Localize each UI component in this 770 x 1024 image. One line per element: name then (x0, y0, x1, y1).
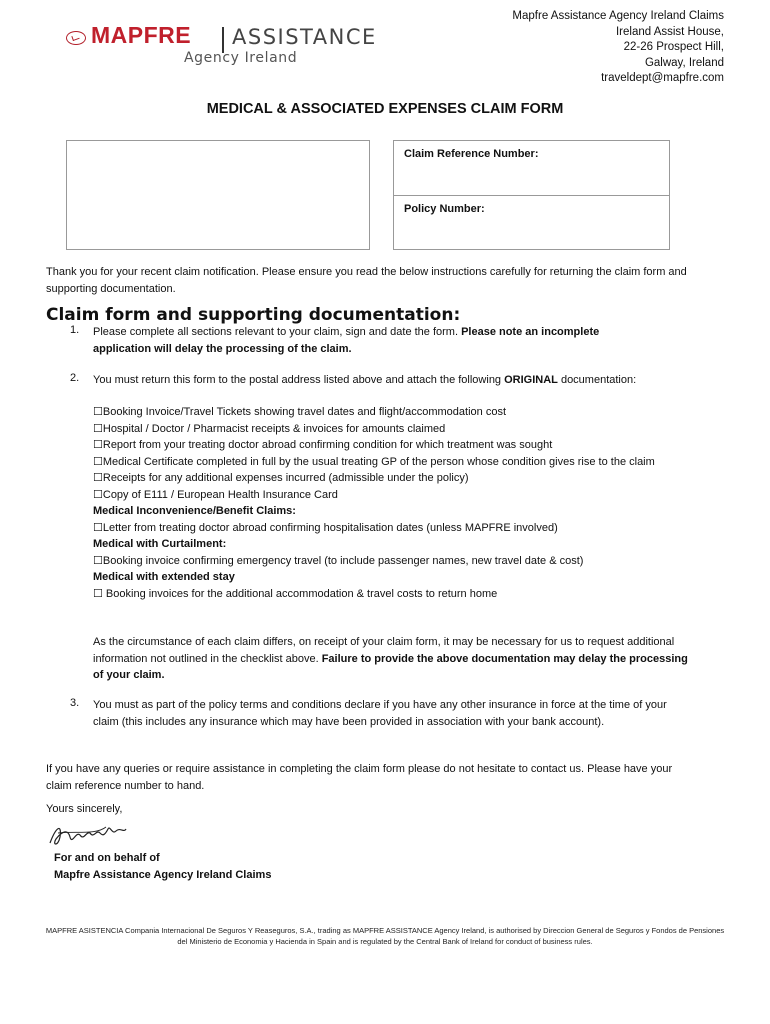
item-number: 2. (70, 372, 80, 384)
intro-paragraph: Thank you for your recent claim notification. Please ensure you read the below instructions carefully for returning the claim form and supporting documentation. (46, 266, 687, 295)
item-one-warning: Please note an incomplete application will delay the processing of the claim. (93, 326, 600, 355)
address-window-box[interactable] (66, 140, 370, 250)
checklist-heading: Medical Inconvenience/Benefit Claims: (93, 505, 296, 517)
address-line: 22-26 Prospect Hill, (623, 41, 724, 53)
item-one (93, 324, 653, 357)
checklist-item[interactable]: ☐Copy of E111 / European Health Insurance Card (93, 487, 338, 501)
checklist-item[interactable]: ☐ Booking invoices for the additional accommodation & travel costs to return home (93, 586, 498, 600)
document-checklist (93, 404, 703, 602)
item-two-text: You must return this form to the postal address listed above and attach the following (93, 374, 505, 386)
item-number: 1. (70, 324, 80, 336)
checkbox-icon[interactable]: ☐ (93, 553, 103, 567)
checklist-item[interactable]: ☐Booking invoice confirming emergency travel (to include passenger names, new travel date & cost) (93, 553, 584, 567)
item-three: You must as part of the policy terms and conditions declare if you have any other insurance in force at the time of your claim (this includes any insurance which may have been provided in association with your bank account). (93, 699, 667, 728)
logo-assistance: ASSISTANCE (232, 25, 377, 49)
circumstance-paragraph (93, 634, 688, 684)
closing-text: Yours sincerely, (46, 803, 123, 815)
checklist-item[interactable]: ☐Booking Invoice/Travel Tickets showing travel dates and flight/accommodation cost (93, 405, 507, 418)
signature-graphic (46, 817, 132, 853)
queries-paragraph: If you have any queries or require assistance in completing the claim form please do not hesitate to contact us. Please have your claim reference number to hand. (46, 763, 673, 792)
policy-number-label: Policy Number: (404, 203, 485, 215)
circumstance-text: As the circumstance of each claim differs, on receipt of your claim form, it may be necessary for us to request additional information not outlined in the checklist above. (93, 636, 675, 665)
item-number: 3. (70, 697, 80, 709)
claim-reference-label: Claim Reference Number: (404, 148, 539, 160)
legal-footer: MAPFRE ASISTENCIA Compania Internacional De Seguros Y Reaseguros, S.A., trading as MAPFRE ASSISTANCE Agency Ireland, is authorised by Direccion General de Seguros y Fondos de Pensiones del Ministerio de Economia y Hacienda in Spain and is regulated by the Central Bank of Ireland for conduct of business rules. (45, 926, 725, 946)
form-title: MEDICAL & ASSOCIATED EXPENSES CLAIM FORM (206, 101, 564, 117)
section-title: Claim form and supporting documentation: (46, 305, 461, 325)
logo-agency: Agency Ireland (184, 50, 298, 66)
mapfre-logo (66, 24, 406, 68)
item-two-original: ORIGINAL (504, 374, 558, 386)
address-line: Mapfre Assistance Agency Ireland Claims (512, 10, 724, 22)
checklist-item[interactable]: ☐Receipts for any additional expenses incurred (admissible under the policy) (93, 471, 469, 484)
sign-off-line: For and on behalf of (54, 852, 160, 864)
fields-divider (394, 195, 669, 196)
checkbox-icon[interactable]: ☐ (93, 520, 103, 534)
checklist-heading: Medical with Curtailment: (93, 538, 227, 550)
item-two-text-end: documentation: (557, 374, 637, 386)
checkbox-icon[interactable]: ☐ (93, 586, 103, 600)
checkbox-icon[interactable]: ☐ (93, 405, 103, 418)
address-email: traveldept@mapfre.com (601, 72, 724, 84)
checklist-heading: Medical with extended stay (93, 571, 235, 583)
sign-off-company: Mapfre Assistance Agency Ireland Claims (54, 868, 272, 881)
checklist-item[interactable]: ☐Letter from treating doctor abroad confirming hospitalisation dates (unless MAPFRE involved) (93, 520, 558, 534)
reference-fields-box (393, 140, 670, 250)
address-line: Ireland Assist House, (615, 25, 724, 38)
checklist-item[interactable]: ☐Medical Certificate completed in full by the usual treating GP of the person whose condition gives rise to the claim (93, 454, 655, 468)
checkbox-icon[interactable]: ☐ (93, 421, 103, 435)
sign-off-block (54, 850, 271, 883)
mapfre-emblem-icon (66, 31, 86, 45)
item-one-text: Please complete all sections relevant to your claim, sign and date the form. (93, 326, 462, 338)
checklist-item[interactable]: ☐Hospital / Doctor / Pharmacist receipts & invoices for amounts claimed (93, 421, 446, 435)
circumstance-warning: Failure to provide the above documentation may delay the processing of your claim. (93, 652, 688, 681)
address-line: Galway, Ireland (644, 56, 724, 69)
logo-brand: MAPFRE (91, 22, 192, 48)
checkbox-icon[interactable]: ☐ (93, 438, 103, 451)
checklist-item[interactable]: ☐Report from your treating doctor abroad confirming condition for which treatment was sought (93, 438, 553, 451)
checkbox-icon[interactable]: ☐ (93, 487, 103, 501)
address-block (512, 9, 724, 87)
checkbox-icon[interactable]: ☐ (93, 471, 103, 484)
checkbox-icon[interactable]: ☐ (93, 454, 103, 468)
item-two (93, 372, 703, 389)
